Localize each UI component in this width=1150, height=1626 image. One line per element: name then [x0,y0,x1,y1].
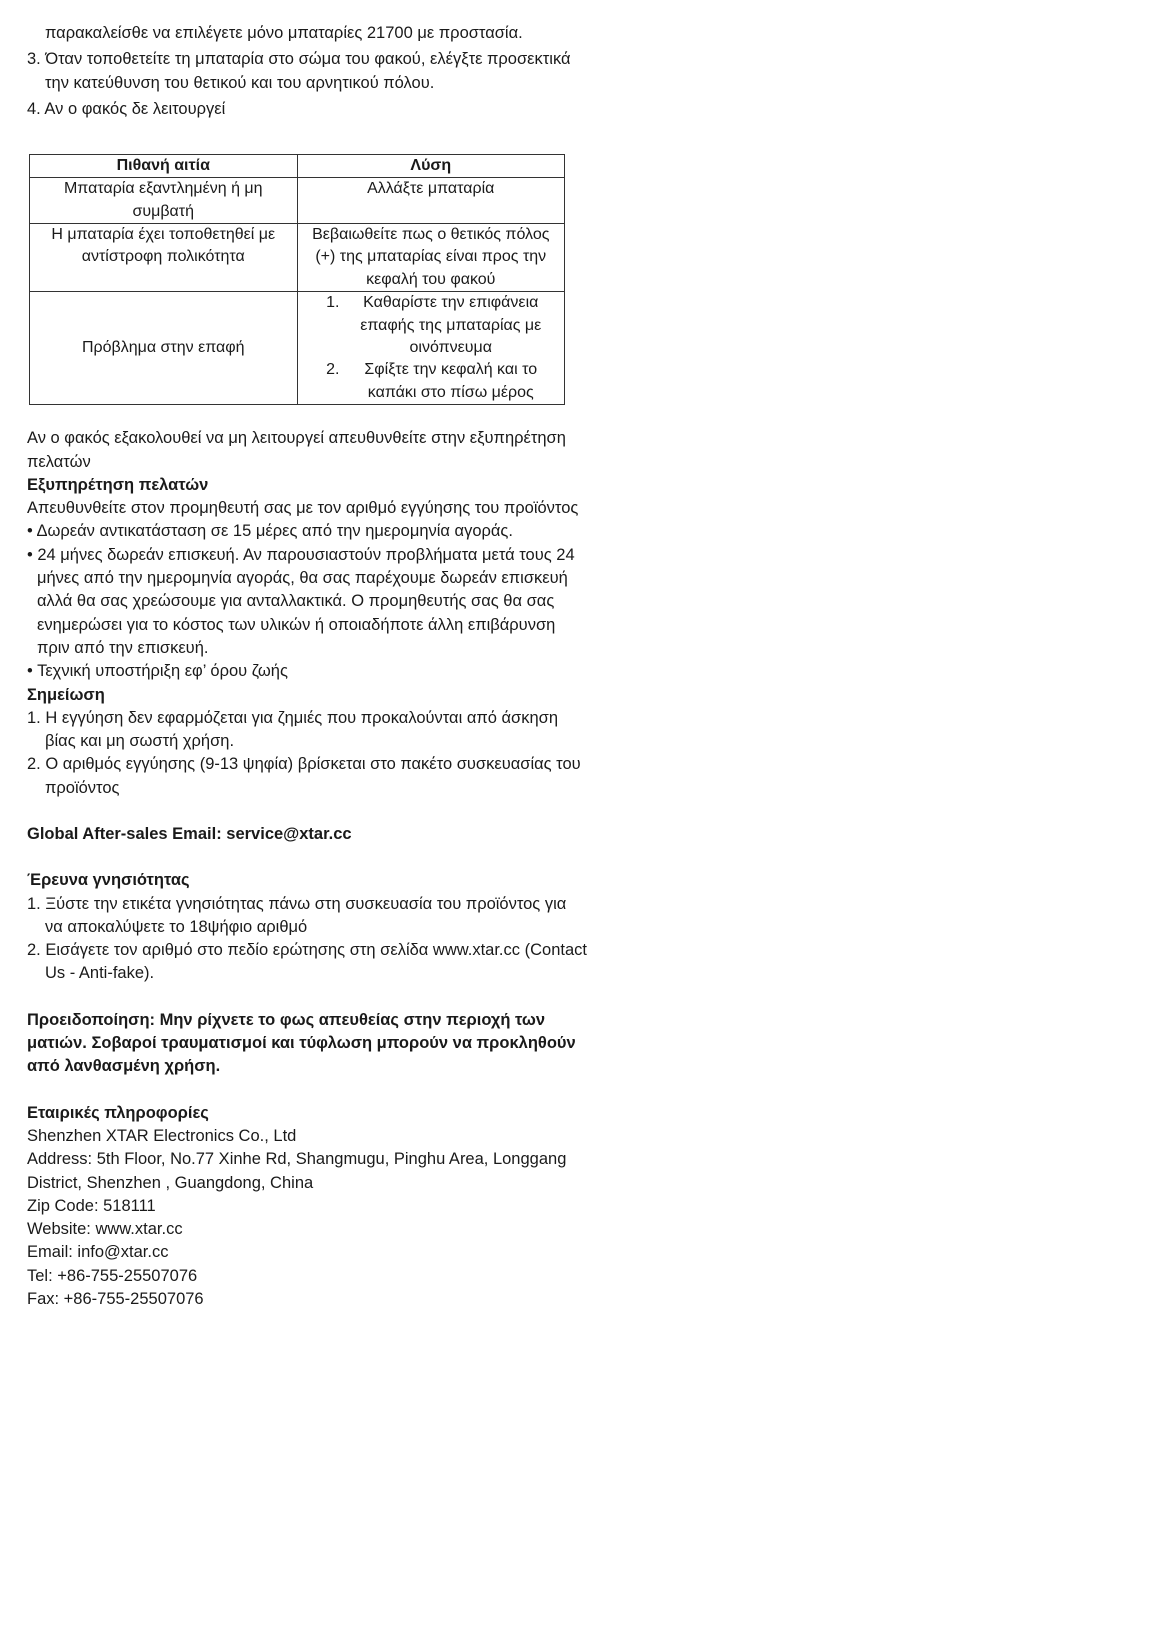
solution-number: 2. [326,361,340,379]
solution-list-item [302,359,561,404]
table-header-row [30,155,565,178]
company-email: Email: info@xtar.cc [27,1243,169,1262]
intro-continuation: παρακαλείσθε να επιλέγετε μόνο μπαταρίες 21700 με προστασία. [45,24,523,42]
service-heading: Εξυπηρέτηση πελατών [27,475,209,494]
table-header-cause: Πιθανή αιτία [30,155,298,178]
service-bullet: • Τεχνική υποστήριξη εφ’ όρου ζωής [27,662,288,681]
company-address: Address: 5th Floor, No.77 Xinhe Rd, Shangmugu, Pinghu Area, Longgang District, Shenzhen , Guangdong, China [27,1150,567,1192]
table-cell-solution: Αλλάξτε μπαταρία [297,178,565,224]
troubleshooting-table [29,154,565,405]
solution-number: 1. [326,294,340,312]
solution-text: Σφίξτε την κεφαλή και το καπάκι στο πίσω μέρος [364,361,538,401]
company-heading: Εταιρικές πληροφορίες [27,1103,209,1122]
global-email: Global After-sales Email: service@xtar.cc [27,825,352,843]
company-website: Website: www.xtar.cc [27,1220,183,1239]
table-header-solution: Λύση [297,155,565,178]
instruction-item-4: 4. Αν ο φακός δε λειτουργεί [27,99,226,118]
authenticity-item: 1. Ξύστε την ετικέτα γνησιότητας πάνω στη συσκευασία του προϊόντος για να αποκαλύψετε το 18ψήφιο αριθμό [27,894,567,936]
table-cell-cause: Η μπαταρία έχει τοποθετηθεί με αντίστροφη πολικότητα [30,224,298,292]
warning-text: Προειδοποίηση: Μην ρίχνετε το φως απευθείας στην περιοχή των ματιών. Σοβαροί τραυματισμοί και τύφλωση μπορούν να προκληθούν από λανθασμένη χρήση. [27,1010,576,1076]
company-name: Shenzhen XTAR Electronics Co., Ltd [27,1126,297,1145]
instruction-item-3: 3. Όταν τοποθετείτε τη μπαταρία στο σώμα του φακού, ελέγξτε προσεκτικά την κατεύθυνση του θετικού και του αρνητικού πόλου. [27,50,571,92]
note-heading: Σημείωση [27,685,105,704]
table-row [30,292,565,405]
table-cell-solution: Βεβαιωθείτε πως ο θετικός πόλος (+) της μπαταρίας είναι προς την κεφαλή του φακού [297,224,565,292]
solution-text: Καθαρίστε την επιφάνεια επαφής της μπαταρίας με οινόπνευμα [360,294,542,357]
company-tel: Tel: +86-755-25507076 [27,1266,198,1285]
service-intro: Απευθυνθείτε στον προμηθευτή σας με τον αριθμό εγγύησης του προϊόντος [27,499,579,518]
authenticity-heading: Έρευνα γνησιότητας [27,871,190,890]
table-cell-solution [297,292,565,405]
note-item: 2. Ο αριθμός εγγύησης (9-13 ψηφία) βρίσκεται στο πακέτο συσκευασίας του προϊόντος [27,755,581,797]
table-cell-cause: Μπαταρία εξαντλημένη ή μη συμβατή [30,178,298,224]
company-fax: Fax: +86-755-25507076 [27,1290,204,1309]
table-row [30,178,565,224]
note-item: 1. Η εγγύηση δεν εφαρμόζεται για ζημιές που προκαλούνται από άσκηση βίας και μη σωστή χρήση. [27,708,559,751]
company-zip: Zip Code: 518111 [27,1196,156,1215]
service-bullet: • Δωρεάν αντικατάσταση σε 15 μέρες από την ημερομηνία αγοράς. [27,522,513,541]
table-cell-cause: Πρόβλημα στην επαφή [30,292,298,405]
after-table-note: Αν ο φακός εξακολουθεί να μη λειτουργεί απευθυνθείτε στην εξυπηρέτηση πελατών [27,429,566,471]
table-row [30,224,565,292]
service-bullet: • 24 μήνες δωρεάν επισκευή. Αν παρουσιαστούν προβλήματα μετά τους 24 μήνες από την ημερομηνία αγοράς, θα σας παρέχουμε δωρεάν επισκευή αλλά θα σας χρεώσουμε για ανταλλακτικά. Ο προμηθευτής σας θα σας ενημερώσει για το κόστος των υλικών ή οποιαδήποτε άλλη επιβάρυνση πριν από την επισκευή. [27,545,575,657]
manual-page [27,22,587,1311]
authenticity-item: 2. Εισάγετε τον αριθμό στο πεδίο ερώτησης στη σελίδα www.xtar.cc (Contact Us - Anti-fake). [27,941,587,983]
solution-list-item [302,292,561,359]
